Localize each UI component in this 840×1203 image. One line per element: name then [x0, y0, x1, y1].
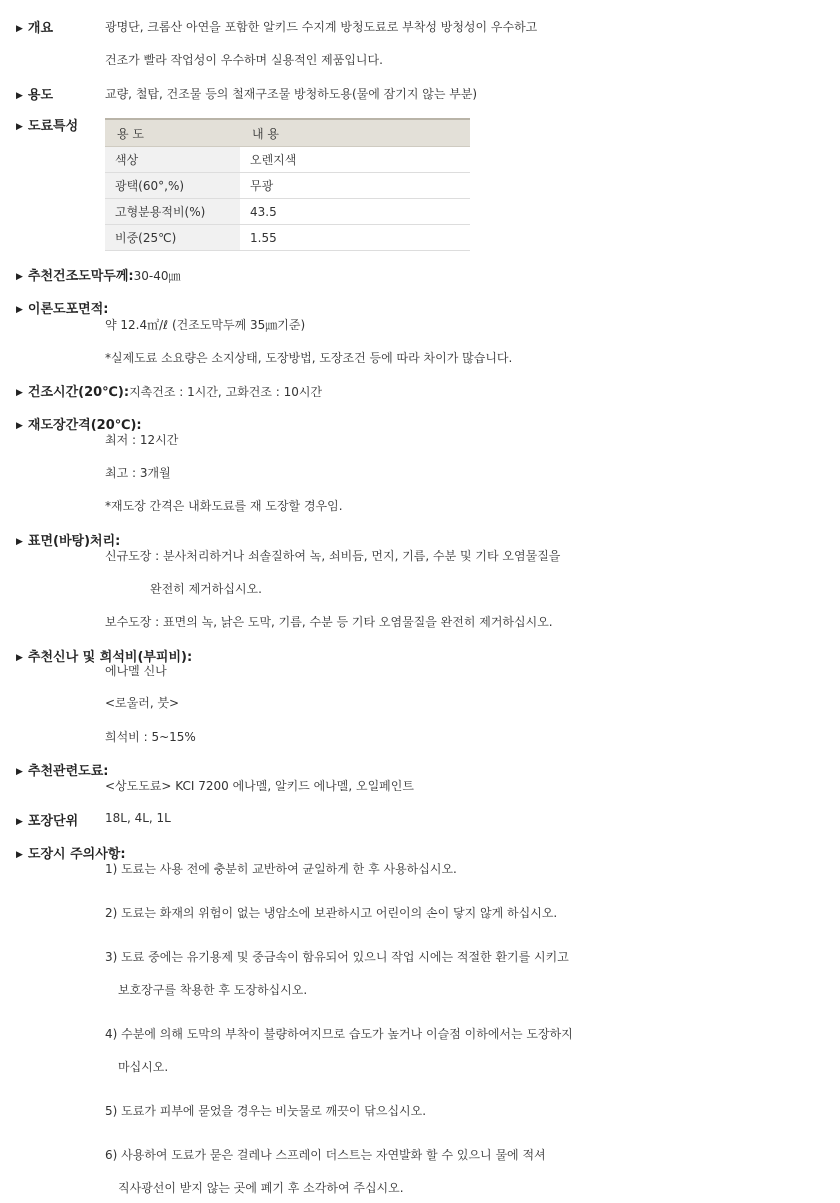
caution-item-cont: 마십시오.: [118, 1060, 169, 1074]
spec-row-value: 1.55: [240, 225, 470, 251]
caution-item: 5) 도료가 피부에 묻었을 경우는 비눗물로 깨끗이 닦으십시오.: [105, 1104, 427, 1118]
coverage-heading: ▶ 이론도포면적:: [16, 302, 109, 317]
thickness-heading: 추천건조도막두께:: [27, 269, 134, 284]
spec-col-header-usage: 용 도: [105, 119, 240, 147]
surface-new-coat: 신규도장 : 분사처리하거나 쇠솔질하여 녹, 쇠비듬, 먼지, 기름, 수분 및 기타 오염물질을: [105, 549, 561, 563]
thickness-row: [16, 265, 180, 284]
drying-value: 지촉건조 : 1시간, 고화건조 : 10시간: [129, 385, 323, 399]
overview-line-1: 광명단, 크롬산 아연을 포함한 알키드 수지계 방청도료로 부착성 방청성이 우수하고: [105, 20, 538, 34]
drying-row: [16, 381, 322, 400]
spec-row: [105, 173, 470, 199]
spec-heading: ▶ 도료특성: [16, 119, 79, 134]
usage-text: 교량, 철탑, 건조물 등의 철재구조물 방청하도용(물에 잠기지 않는 부분): [105, 87, 478, 101]
recoat-max: 최고 : 3개월: [105, 466, 171, 480]
caution-item-cont: 보호장구를 착용한 후 도장하십시오.: [118, 983, 308, 997]
surface-heading: ▶ 표면(바탕)처리:: [16, 534, 121, 549]
spec-row-label: 색상: [105, 147, 240, 173]
bullet-triangle-icon: ▶: [16, 850, 23, 860]
bullet-triangle-icon: ▶: [16, 122, 23, 132]
spec-row-value: 오렌지색: [240, 147, 470, 173]
caution-item: 4) 수분에 의해 도막의 부착이 불량하여지므로 습도가 높거나 이슬점 이하에서는 도장하지: [105, 1027, 573, 1041]
package-heading: ▶ 포장단위: [16, 814, 79, 829]
caution-item: 2) 도료는 화재의 위험이 없는 냉암소에 보관하시고 어린이의 손이 닿지 않게 하십시오.: [105, 906, 558, 920]
bullet-triangle-icon: ▶: [16, 817, 23, 827]
bullet-triangle-icon: ▶: [16, 272, 23, 282]
spec-row-value: 무광: [240, 173, 470, 199]
caution-item: 6) 사용하여 도료가 묻은 걸레나 스프레이 더스트는 자연발화 할 수 있으니 물에 적셔: [105, 1148, 546, 1162]
spec-row: [105, 147, 470, 173]
bullet-triangle-icon: ▶: [16, 767, 23, 777]
spec-row-label: 비중(25℃): [105, 225, 240, 251]
spec-row: [105, 225, 470, 251]
surface-repair-coat: 보수도장 : 표면의 녹, 낡은 도막, 기름, 수분 등 기타 오염물질을 완전히 제거하십시오.: [105, 615, 553, 629]
coverage-line-1: 약 12.4㎡/ℓ (건조도막두께 35㎛기준): [105, 318, 306, 332]
spec-col-header-content: 내 용: [240, 119, 470, 147]
thinner-ratio: 희석비 : 5~15%: [105, 730, 196, 744]
related-text: <상도도료> KCI 7200 에나멜, 알키드 에나멜, 오일페인트: [105, 779, 414, 793]
caution-item: 3) 도료 중에는 유기용제 및 중금속이 함유되어 있으니 작업 시에는 적절한 환기를 시키고: [105, 950, 569, 964]
surface-new-coat-cont: 완전히 제거하십시오.: [150, 582, 262, 596]
related-heading: ▶ 추천관련도료:: [16, 764, 109, 779]
usage-heading: ▶ 용도: [16, 88, 54, 103]
bullet-triangle-icon: ▶: [16, 388, 23, 398]
overview-line-2: 건조가 빨라 작업성이 우수하며 실용적인 제품입니다.: [105, 53, 383, 67]
caution-item: 1) 도료는 사용 전에 충분히 교반하여 균일하게 한 후 사용하십시오.: [105, 862, 457, 876]
thinner-method: <로울러, 붓>: [105, 696, 180, 710]
bullet-triangle-icon: ▶: [16, 91, 23, 101]
coverage-note: *실제도료 소요량은 소지상태, 도장방법, 도장조건 등에 따라 차이가 많습니다.: [105, 351, 513, 365]
package-value: 18L, 4L, 1L: [105, 811, 171, 825]
spec-row-value: 43.5: [240, 199, 470, 225]
drying-heading: 건조시간(20℃):: [27, 385, 130, 400]
thinner-heading: ▶ 추천신나 및 희석비(부피비):: [16, 650, 193, 665]
spec-table: [105, 118, 470, 251]
recoat-min: 최저 : 12시간: [105, 433, 179, 447]
spec-table-header: [105, 119, 470, 147]
spec-row-label: 광택(60°,%): [105, 173, 240, 199]
recoat-note: *재도장 간격은 내화도료를 재 도장할 경우임.: [105, 499, 343, 513]
thickness-value: 30-40㎛: [133, 269, 181, 283]
bullet-triangle-icon: ▶: [16, 537, 23, 547]
overview-heading: ▶ 개요: [16, 21, 54, 36]
bullet-triangle-icon: ▶: [16, 653, 23, 663]
bullet-triangle-icon: ▶: [16, 305, 23, 315]
bullet-triangle-icon: ▶: [16, 421, 23, 431]
recoat-heading: ▶ 재도장간격(20℃):: [16, 418, 142, 433]
spec-row-label: 고형분용적비(%): [105, 199, 240, 225]
caution-item-cont: 직사광선이 받지 않는 곳에 폐기 후 소각하여 주십시오.: [118, 1181, 404, 1195]
cautions-heading: ▶ 도장시 주의사항:: [16, 847, 126, 862]
spec-row: [105, 199, 470, 225]
bullet-triangle-icon: ▶: [16, 24, 23, 34]
thinner-name: 에나멜 신나: [105, 664, 167, 678]
